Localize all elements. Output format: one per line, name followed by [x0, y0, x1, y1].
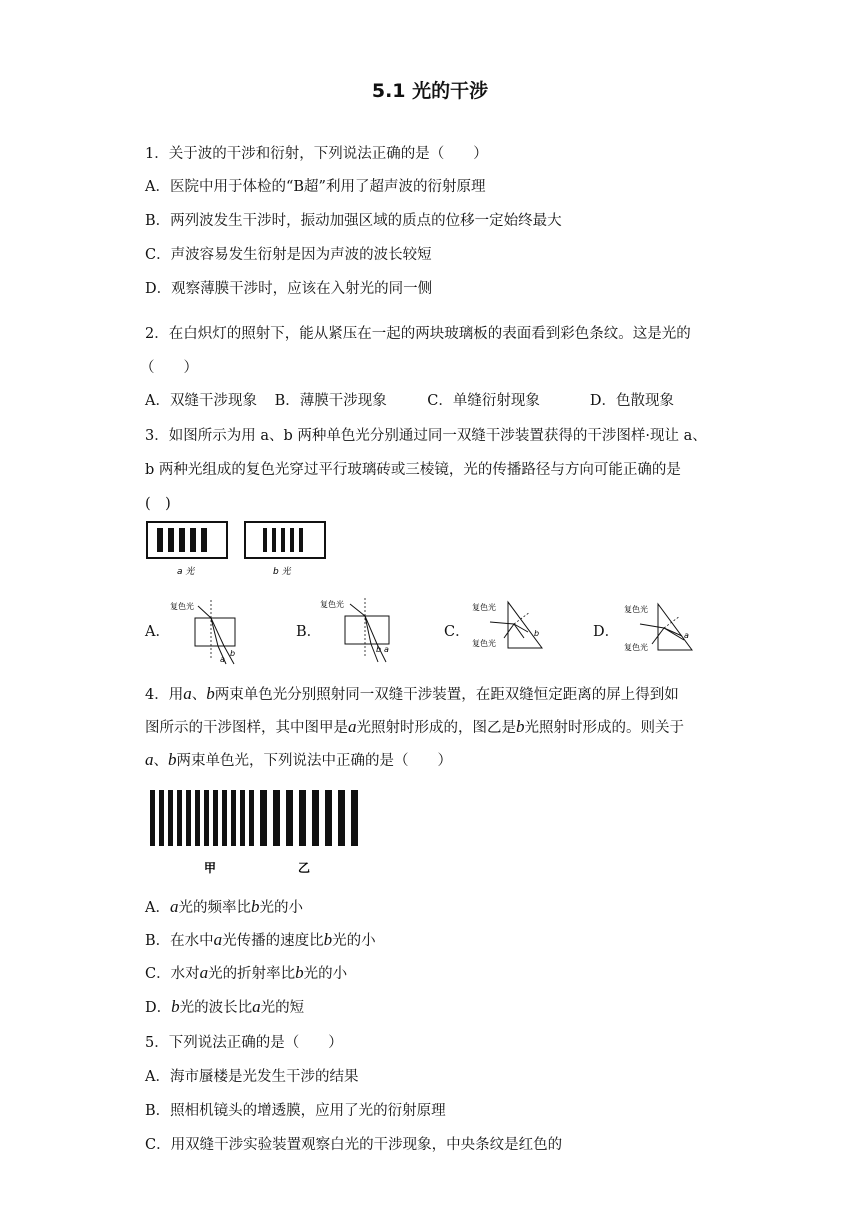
fig-jia-label: 甲 [204, 861, 217, 875]
q1-option-d: D．观察薄膜干涉时，应该在入射光的同一侧 [145, 281, 433, 297]
q2-option-b: B．薄膜干涉现象 [274, 393, 387, 409]
q2-stem-bracket: （ ） [140, 360, 198, 376]
q5-option-b: B．照相机镜头的增透膜，应用了光的衍射原理 [145, 1103, 446, 1119]
q5-option-a: A．海市蜃楼是光发生干涉的结果 [145, 1069, 359, 1085]
q3-option-d-label: D． [593, 624, 620, 640]
fig-b-light-label: b 光 [273, 567, 291, 577]
q3-line-2: b 两种光组成的复色光穿过平行玻璃砖或三棱镜，光的传播路径与方向可能正确的是 [145, 462, 681, 478]
q4-line-3: a、b两束单色光，下列说法中正确的是（ ） [145, 750, 452, 769]
q3-option-b-label: B． [296, 624, 322, 640]
complex-light-label: 复色光 [624, 605, 648, 614]
complex-light-label: 复色光 [472, 603, 496, 612]
q5-option-c: C．用双缝干涉实验装置观察白光的干涉现象，中央条纹是红色的 [145, 1137, 563, 1153]
q4-line-2: 图所示的干涉图样，其中图甲是a光照射时形成的，图乙是b光照射时形成的。则关于 [145, 717, 684, 736]
q5-stem: 5．下列说法正确的是（ ） [145, 1035, 343, 1051]
ray-b-label: b [376, 645, 382, 654]
ray-a-label: a [384, 645, 389, 654]
q3-option-d-diagram [622, 600, 702, 655]
complex-light-label: 复色光 [320, 600, 344, 609]
page-title: 5.1 光的干涉 [371, 80, 489, 102]
ray-a-label: a [684, 631, 689, 640]
q3-option-b-diagram [318, 596, 408, 666]
q2-option-c: C．单缝衍射现象 [427, 393, 540, 409]
q3-option-c-label: C． [444, 624, 470, 640]
q3-fringe-figures [145, 520, 335, 580]
q3-option-a-diagram [168, 598, 258, 668]
q3-option-a-label: A． [145, 624, 170, 640]
ray-b-label: b [534, 629, 540, 638]
q2-option-d: D．色散现象 [589, 393, 674, 409]
fig-yi-label: 乙 [298, 861, 311, 875]
q1-stem: 1．关于波的干涉和衍射，下列说法正确的是（ ） [145, 146, 488, 162]
q1-option-c: C．声波容易发生衍射是因为声波的波长较短 [145, 247, 432, 263]
complex-light-label: 复色光 [472, 639, 496, 648]
q3-line-3: ( ) [145, 496, 171, 512]
q2-options [145, 389, 674, 410]
q4-option-a: A．a光的频率比b光的小 [145, 897, 303, 916]
q3-option-c-diagram [470, 598, 560, 653]
q4-option-d: D．b光的波长比a光的短 [145, 997, 305, 1016]
q4-line-1: 4．用a、b两束单色光分别照射同一双缝干涉装置，在距双缝恒定距离的屏上得到如 [145, 684, 679, 703]
q1-option-b: B．两列波发生干涉时，振动加强区域的质点的位移一定始终最大 [145, 213, 562, 229]
q2-stem: 2．在白炽灯的照射下，能从紧压在一起的两块玻璃板的表面看到彩色条纹。这是光的 [145, 326, 691, 342]
complex-light-label: 复色光 [170, 602, 194, 611]
ray-b-label: b [230, 649, 236, 658]
fig-a-light-label: a 光 [177, 567, 195, 577]
q2-option-a: A．双缝干涉现象 [145, 393, 257, 409]
ray-a-label: a [220, 655, 225, 664]
complex-light-label: 复色光 [624, 643, 648, 652]
q4-fringe-figure [148, 786, 378, 878]
q4-option-b: B．在水中a光传播的速度比b光的小 [145, 930, 376, 949]
q4-option-c: C．水对a光的折射率比b光的小 [145, 963, 348, 982]
q3-line-1: 3．如图所示为用 a、b 两种单色光分别通过同一双缝干涉装置获得的干涉图样·现让 a、 [145, 428, 707, 444]
q1-option-a: A．医院中用于体检的“B超”利用了超声波的衍射原理 [145, 179, 486, 195]
